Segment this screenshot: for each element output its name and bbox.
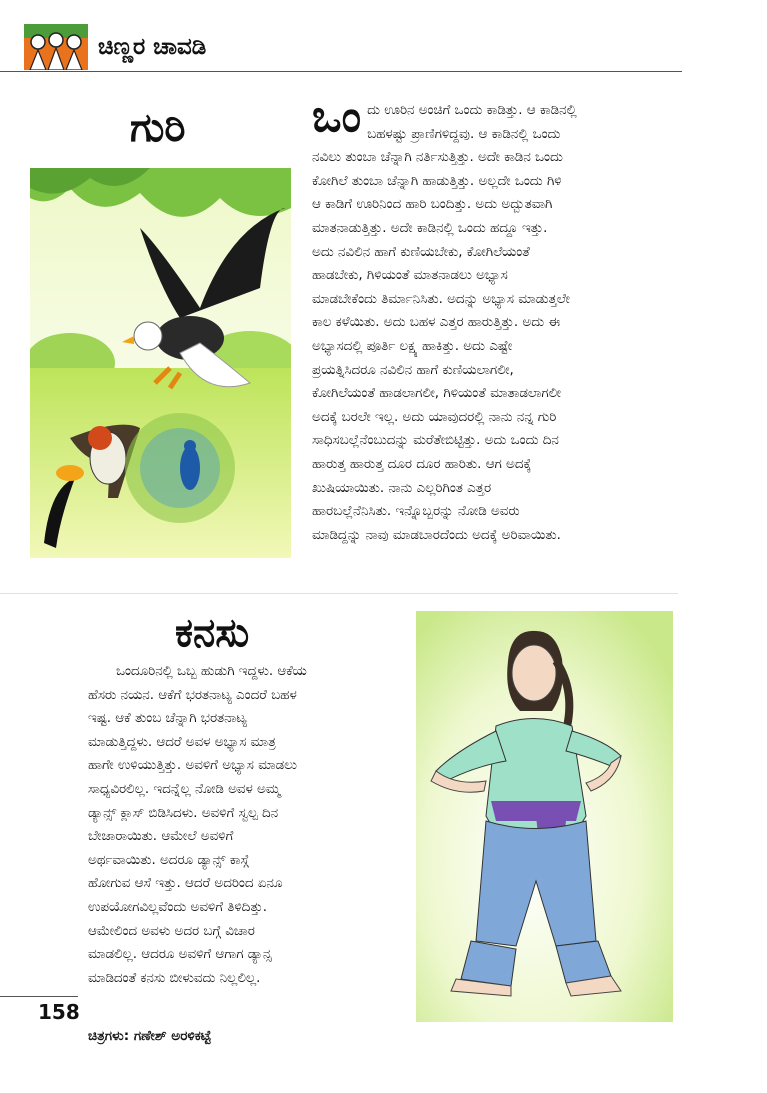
story2-line: ಹೋಗುವ ಆಸೆ ಇತ್ತು. ಆದರೆ ಅದರಿಂದ ಏನೂ <box>88 876 283 892</box>
story2-line: ಮಾಡಿದಂತೆ ಕನಸು ಬೀಳುವದು ನಿಲ್ಲಲಿಲ್ಲ. <box>88 970 261 986</box>
story1-line: ಹಾರುತ್ತ ಹಾರುತ್ತ ದೂರ ದೂರ ಹಾರಿತು. ಆಗ ಅದಕ್ಕೆ <box>312 456 532 472</box>
story2-line: ಅರ್ಥವಾಯಿತು. ಅದರೂ ಡ್ಯಾನ್ಸ್ ಕಾಸ್ಗೆ <box>88 852 249 868</box>
story1-body <box>312 91 670 547</box>
story2-line: ಮಾಡುತ್ತಿದ್ದಳು. ಆದರೆ ಅವಳ ಅಭ್ಯಾಸ ಮಾತ್ರ <box>88 734 276 750</box>
story2-body <box>88 660 402 990</box>
story1-line: ಪ್ರಯತ್ನಿಸಿದರೂ ನವಿಲಿನ ಹಾಗೆ ಕುಣಿಯಲಾಗಲೀ, <box>312 362 514 378</box>
story2-title: ಕನಸು <box>175 610 250 656</box>
story1-line: ಅಭ್ಯಾಸದಲ್ಲಿ ಪೂರ್ತಿ ಲಕ್ಷ್ಯ ಹಾಕಿತ್ತು. ಅದು ಎಷ್ಟೇ <box>312 338 513 354</box>
story1-line: ಬಹಳಷ್ಟು ಪ್ರಾಣಿಗಳಿದ್ದವು. ಆ ಕಾಡಿನಲ್ಲಿ ಒಂದು <box>367 126 561 142</box>
header-divider <box>0 71 682 72</box>
story1-line: ಮಾಡಿದ್ದನ್ನು ನಾವು ಮಾಡಬಾರದೆಂದು ಅದಕ್ಕೆ ಅರಿವಾಯಿತು. <box>312 527 561 543</box>
story1-line: ಹಾಡಬೇಕು, ಗಿಳಿಯಂತೆ ಮಾತನಾಡಲು ಅಭ್ಯಾಸ <box>312 268 508 284</box>
story1-line: ಮಾತನಾಡುತ್ತಿತ್ತು. ಅದೇ ಕಾಡಿನಲ್ಲಿ ಒಂದು ಹದ್ದೂ ಇತ್ತು. <box>312 220 548 236</box>
story2-line: ಆಮೇಲಿಂದ ಅವಳು ಅದರ ಬಗ್ಗೆ ವಿಚಾರ <box>88 923 255 939</box>
story1-line: ಆ ಕಾಡಿಗೆ ಊರಿನಿಂದ ಹಾರಿ ಬಂದಿತ್ತು. ಅದು ಅದ್ಬುತವಾಗಿ <box>312 197 553 213</box>
story1-title: ಗುರಿ <box>130 105 186 151</box>
story2-line: ಬೇಜಾರಾಯಿತು. ಆಮೇಲೆ ಅವಳಿಗೆ <box>88 829 234 845</box>
story1-line: ದು ಊರಿನ ಅಂಚಿಗೆ ಒಂದು ಕಾಡಿತ್ತು. ಆ ಕಾಡಿನಲ್ಲಿ <box>367 103 577 118</box>
section-title: ಚಿಣ್ಣರ ಚಾವಡಿ <box>98 34 207 60</box>
story1-line: ಅದು ನವಿಲಿನ ಹಾಗೆ ಕುಣಿಯಬೇಕು, ಕೋಗಿಲೆಯಂತೆ <box>312 244 530 260</box>
story1-line: ಕಾಲ ಕಳೆಯಿತು. ಅದು ಬಹಳ ಎತ್ತರ ಹಾರುತ್ತಿತ್ತು. ಅದು ಈ <box>312 315 561 331</box>
page-number-rule <box>0 996 78 997</box>
story1-line: ನವಿಲು ತುಂಬಾ ಚೆನ್ನಾಗಿ ನರ್ತಿಸುತ್ತಿತ್ತು. ಅದೇ ಕಾಡಿನ ಒಂದು <box>312 150 563 166</box>
story2-line: ಹೆಸರು ನಯನ. ಆಕೆಗೆ ಭರತನಾಟ್ಯ ಎಂದರೆ ಬಹಳ <box>88 687 297 703</box>
story1-line: ಖುಷಿಯಾಯಿತು. ನಾನು ಎಲ್ಲರಿಗಿಂತ ಎತ್ತರ <box>312 480 492 496</box>
story1-line: ಕೋಗಿಲೆಯಂತೆ ಹಾಡಲಾಗಲೀ, ಗಿಳಿಯಂತೆ ಮಾತಾಡಲಾಗಲೀ <box>312 386 561 402</box>
story2-line: ಹಾಗೇ ಉಳಿಯುತ್ತಿತ್ತು. ಅವಳಿಗೆ ಅಭ್ಯಾಸ ಮಾಡಲು <box>88 758 298 774</box>
story2-line: ಒಂದೂರಿನಲ್ಲಿ ಒಬ್ಬ ಹುಡುಗಿ ಇದ್ದಳು. ಆಕೆಯ <box>116 664 307 679</box>
illustration-credit: ಚಿತ್ರಗಳು: ಗಣೇಶ್ ಅರಳಿಕಟ್ಟೆ <box>88 1028 212 1044</box>
eagle-illustration <box>30 168 291 558</box>
story1-line: ಮಾಡಬೇಕೆಂದು ತಿರ್ಮಾನಿಸಿತು. ಅದನ್ನು ಅಭ್ಯಾಸ ಮಾಡುತ್ತಲೇ <box>312 291 570 307</box>
story1-line: ಸಾಧಿಸಬಲ್ಲೆನೆಂಬುದನ್ನು ಮರೆತೇಬಿಟ್ಟಿತ್ತು. ಅದು ಒಂದು ದಿನ <box>312 433 559 449</box>
story2-line: ಡ್ಯಾನ್ಸ್ ಕ್ಲಾಸ್ ಬಿಡಿಸಿದಳು. ಅವಳಿಗೆ ಸ್ವಲ್ಪ ದಿನ <box>88 805 279 821</box>
story2-line: ಸಾಧ್ಯವಿರಲಿಲ್ಲ. ಇದನ್ನೆಲ್ಲ ನೋಡಿ ಅವಳ ಅಮ್ಮ <box>88 781 281 797</box>
story-divider <box>0 593 678 594</box>
story2-line: ಉಪಯೋಗವಿಲ್ಲವೆಂದು ಅವಳಿಗೆ ತಿಳಿದಿತ್ತು. <box>88 899 268 915</box>
story2-line: ಇಷ್ಟ. ಆಕೆ ತುಂಬ ಚೆನ್ನಾಗಿ ಭರತನಾಟ್ಯ <box>88 711 247 727</box>
dancer-illustration <box>416 611 673 1022</box>
story1-line: ಅದಕ್ಕೆ ಬರಲೇ ಇಲ್ಲ. ಅದು ಯಾವುದರಲ್ಲಿ ನಾನು ನನ್ನ ಗುರಿ <box>312 409 557 425</box>
story1-line: ಹಾರಬಲ್ಲೆನೆನಿಸಿತು. ಇನ್ನೊಬ್ಬರನ್ನು ನೋಡಿ ಅವರು <box>312 504 520 520</box>
story1-line: ಕೋಗಿಲೆ ತುಂಬಾ ಚೆನ್ನಾಗಿ ಹಾಡುತ್ತಿತ್ತು. ಅಲ್ಲದೇ ಒಂದು ಗಿಳಿ <box>312 173 562 189</box>
story1-dropcap: ಒಂ <box>312 91 362 142</box>
section-logo <box>24 24 88 70</box>
story2-line: ಮಾಡಲಿಲ್ಲ. ಆದರೂ ಅವಳಿಗೆ ಆಗಾಗ ಡ್ಯಾನ್ಸ <box>88 947 272 963</box>
page-number: 158 <box>38 1000 80 1024</box>
